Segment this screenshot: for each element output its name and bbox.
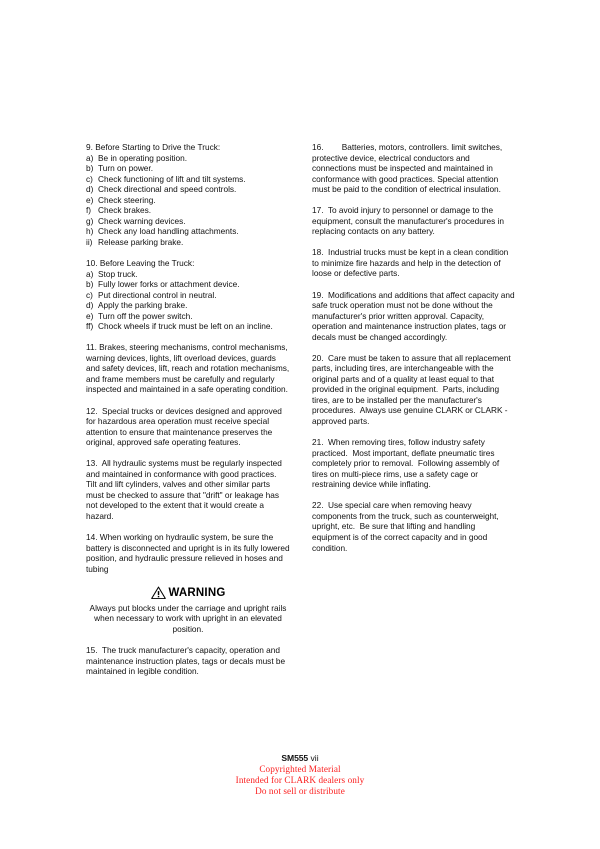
two-column-body <box>86 142 516 687</box>
list-item-marker: h) <box>86 226 94 237</box>
list-item <box>86 300 290 311</box>
section-18-paragraph: 18. Industrial trucks must be kept in a clean condition to minimize fire hazards and help in the detection of loose or defective parts. <box>312 247 511 279</box>
list-item-text: Stop truck. <box>98 268 138 279</box>
list-item <box>86 290 290 301</box>
list-item-text: Check steering. <box>98 194 156 205</box>
list-item-marker: f) <box>86 205 92 216</box>
list-item-marker: e) <box>86 310 94 321</box>
list-item <box>86 174 290 185</box>
list-item-text: Chock wheels if truck must be left on an incline. <box>98 321 273 332</box>
list-item <box>86 195 290 206</box>
list-item-marker: c) <box>86 289 93 300</box>
left-column <box>86 142 290 687</box>
list-item <box>86 321 290 332</box>
section-16-paragraph: 16. Batteries, motors, controllers. limit switches, protective device, electrical conductors and connections must be inspected and maintained in conformance with good practices. Special attention must be paid to the condition of electrical insulation. <box>312 142 505 195</box>
right-column <box>312 142 516 564</box>
section-10-heading: 10. Before Leaving the Truck: <box>86 257 195 268</box>
section-10-block <box>86 258 290 332</box>
section-19-paragraph: 19. Modifications and additions that affect capacity and safe truck operation must not be done without the manufacturer's prior written approval. Capacity, operation and maintenance instruction plates, tags or decals must be changed accordingly. <box>312 289 517 342</box>
warning-body-text: Always put blocks under the carriage and upright rails when necessary to work with upright in an elevated position. <box>89 602 289 634</box>
list-item-text: Turn on power. <box>98 163 154 174</box>
list-item <box>86 163 290 174</box>
list-item-marker: e) <box>86 194 94 205</box>
list-item-marker: d) <box>86 300 94 311</box>
section-14-paragraph: 14. When working on hydraulic system, be sure the battery is disconnected and upright is in its fully lowered position, and hydraulic pressure relieved in hoses and tubing <box>86 532 292 574</box>
list-item <box>86 205 290 216</box>
list-item <box>86 216 290 227</box>
list-item <box>86 237 290 248</box>
section-22-paragraph: 22. Use special care when removing heavy components from the truck, such as counterweight, upright, etc. Be sure that lifting and handling equipment is of the correct capacity and in good condition. <box>312 500 502 553</box>
list-item-marker: c) <box>86 173 93 184</box>
section-11-paragraph: 11. Brakes, steering mechanisms, control mechanisms, warning devices, lights, lift overload devices, guards and safety devices, lift, reach and rotation mechanisms, and frame members must be carefully and regularly inspected and maintained in a safe operating condition. <box>86 342 292 395</box>
list-item-text: Check directional and speed controls. <box>98 184 237 195</box>
warning-label: WARNING <box>168 586 226 599</box>
list-item <box>86 269 290 280</box>
section-9-block <box>86 142 290 247</box>
copyright-line-3: Do not sell or distribute <box>255 786 345 797</box>
manual-code: SM555 <box>281 753 309 763</box>
list-item-text: Check warning devices. <box>98 215 186 226</box>
section-15-paragraph: 15. The truck manufacturer's capacity, operation and maintenance instruction plates, tags or decals must be maintained in legible condition. <box>86 645 288 677</box>
list-item-text: Put directional control in neutral. <box>98 289 217 300</box>
warning-header <box>86 586 290 599</box>
warning-block <box>86 586 290 634</box>
page-footer <box>0 753 600 798</box>
list-item-marker: a) <box>86 152 94 163</box>
list-item-marker: b) <box>86 279 94 290</box>
section-17-paragraph: 17. To avoid injury to personnel or damage to the equipment, consult the manufacturer's procedures in replacing contacts on any battery. <box>312 205 509 237</box>
list-item-text: Release parking brake. <box>98 236 184 247</box>
section-12-paragraph: 12. Special trucks or devices designed and approved for hazardous area operation must receive special attention to ensure that maintenance preserves the original, approved safe operating features. <box>86 405 285 448</box>
list-item <box>86 279 290 290</box>
copyright-line-1: Copyrighted Material <box>259 764 341 774</box>
warning-triangle-icon <box>151 586 166 599</box>
list-item <box>86 226 290 237</box>
list-item-marker: g) <box>86 215 94 226</box>
copyright-line-2: Intended for CLARK dealers only <box>235 775 365 786</box>
list-item-text: Apply the parking brake. <box>98 300 188 311</box>
list-item <box>86 184 290 195</box>
list-item-text: Be in operating position. <box>98 152 188 163</box>
list-item-text: Check any load handling attachments. <box>98 226 239 237</box>
section-21-paragraph: 21. When removing tires, follow industry safety practiced. Most important, deflate pneumatic tires completely prior to removal. Following assembly of tires on multi-piece rims, use a safety cage or restraining device while inflating. <box>312 437 502 490</box>
list-item-text: Turn off the power switch. <box>98 310 193 321</box>
section-20-paragraph: 20. Care must be taken to assure that all replacement parts, including tires, are interchangeable with the original parts and of a quality at least equal to that provided in the original equipment. Parts, including tires, are to be installed per the manufacturer's procedures. Always use genuine CLARK or CLARK - approved parts. <box>312 352 513 427</box>
list-item <box>86 311 290 322</box>
list-item-marker: d) <box>86 184 94 195</box>
section-9-heading: 9. Before Starting to Drive the Truck: <box>86 142 221 152</box>
list-item-marker: ii) <box>86 236 93 247</box>
list-item <box>86 153 290 164</box>
list-item-text: Fully lower forks or attachment device. <box>98 279 240 290</box>
footer-page-identifier <box>0 753 600 764</box>
list-item-marker: ff) <box>86 321 94 332</box>
page-number: vii <box>308 753 319 763</box>
list-item-marker: a) <box>86 268 94 279</box>
list-item-text: Check brakes. <box>98 205 152 216</box>
section-13-paragraph: 13. All hydraulic systems must be regularly inspected and maintained in conformance with good practices. Tilt and lift cylinders, valves and other similar parts must be checked to assure that "drift" or leakage has not developed to the extent that it would create a hazard. <box>86 458 285 521</box>
list-item-text: Check functioning of lift and tilt systems. <box>98 173 246 184</box>
list-item-marker: b) <box>86 163 94 174</box>
